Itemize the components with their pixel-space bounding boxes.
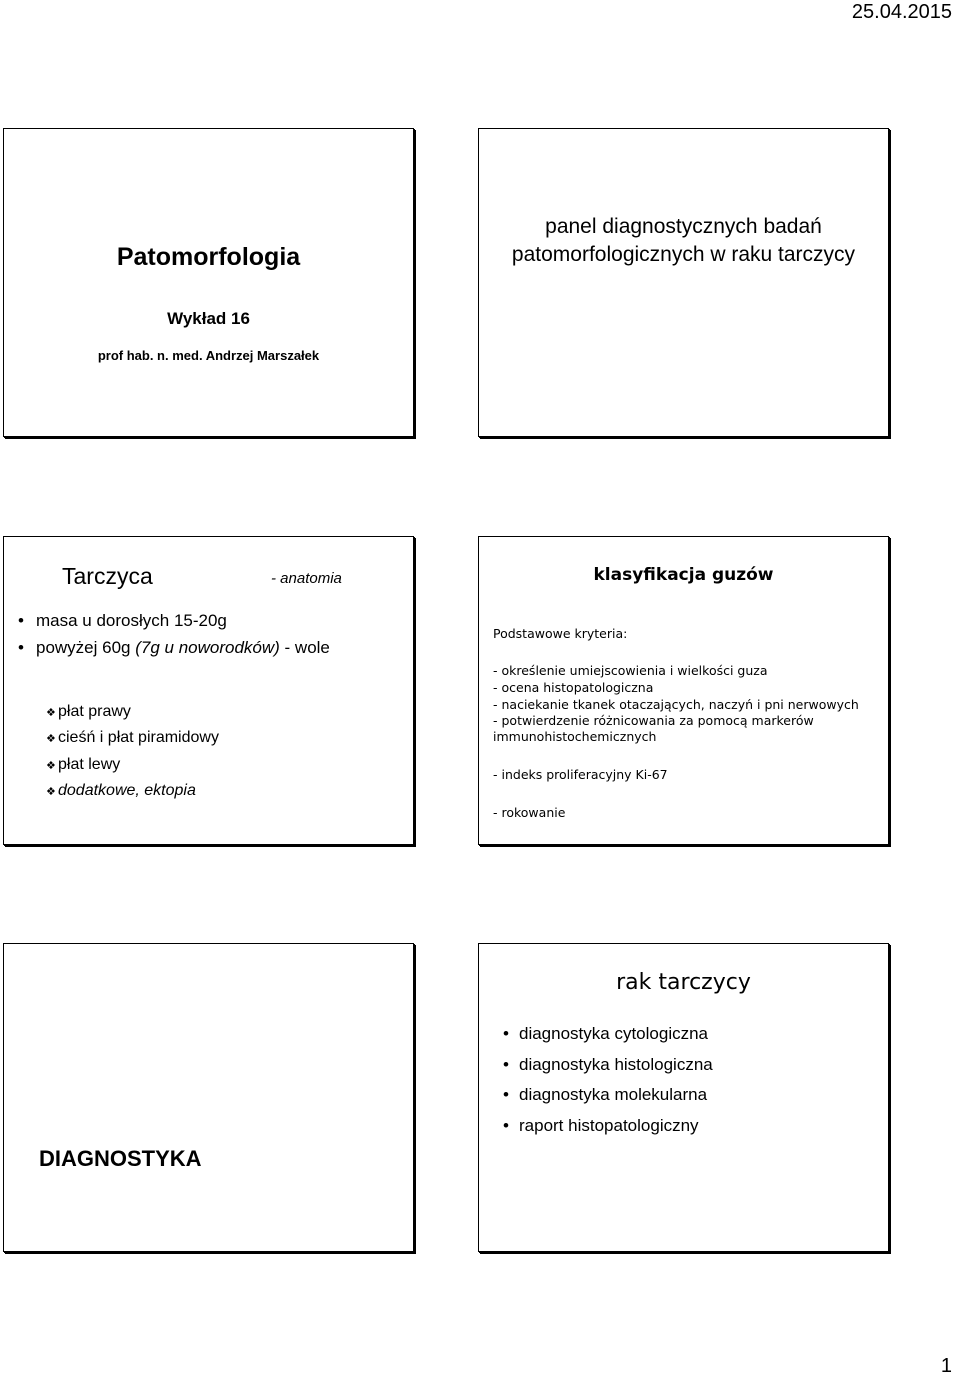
sub-item <box>46 782 196 800</box>
slide-classification-heading: klasyfikacja guzów <box>593 565 774 585</box>
slide-classification <box>478 536 889 845</box>
slide-panel-heading: panel diagnostycznych badań patomorfologicznych w raku tarczycy <box>511 215 856 266</box>
sub-item-text: płat lewy <box>58 756 121 773</box>
lecture-number: Wykład 16 <box>167 309 250 328</box>
bullet-text-italic: (7g u noworodków) <box>135 638 280 657</box>
bullet-icon: • <box>503 1055 509 1074</box>
slide-anatomy <box>3 536 414 845</box>
list-item-text: diagnostyka cytologiczna <box>519 1024 709 1043</box>
list-item <box>503 1024 708 1044</box>
bullet-text: masa u dorosłych 15-20g <box>36 611 227 630</box>
author-name: prof hab. n. med. Andrzej Marszałek <box>97 348 320 363</box>
diamond-bullet-icon: ❖ <box>46 707 56 719</box>
criteria-intro: Podstawowe kryteria: <box>493 626 628 641</box>
list-item-text: raport histopatologiczny <box>519 1116 699 1135</box>
criteria-line: - potwierdzenie różnicowania za pomocą markerów <box>493 713 814 728</box>
bullet-icon: • <box>503 1085 509 1104</box>
criteria-line: immunohistochemicznych <box>493 729 657 744</box>
diamond-bullet-icon: ❖ <box>46 760 56 772</box>
sub-item <box>46 756 120 774</box>
sub-item <box>46 703 131 721</box>
bullet-icon: • <box>503 1024 509 1043</box>
list-item <box>503 1116 699 1136</box>
sub-item-text: dodatkowe, ektopia <box>58 782 196 799</box>
list-item-text: diagnostyka molekularna <box>519 1085 708 1104</box>
bullet-text-part: - wole <box>279 638 330 657</box>
criteria-line: - naciekanie tkanek otaczających, naczyń i pni nerwowych <box>493 697 859 712</box>
bullet-icon: • <box>18 638 24 657</box>
slide-diagnostics-heading: DIAGNOSTYKA <box>39 1146 202 1171</box>
slide-diagnostics <box>3 943 414 1252</box>
list-item-text: diagnostyka histologiczna <box>519 1055 713 1074</box>
slide-panel <box>478 128 889 437</box>
list-item <box>503 1085 707 1105</box>
criteria-line: - rokowanie <box>493 805 566 820</box>
bullet-icon: • <box>503 1116 509 1135</box>
bullet-item <box>18 638 330 658</box>
list-item <box>503 1055 713 1075</box>
slide-cancer <box>478 943 889 1252</box>
diamond-bullet-icon: ❖ <box>46 733 56 745</box>
slide-cancer-heading: rak tarczycy <box>616 970 751 995</box>
sub-item-text: cieśń i płat piramidowy <box>58 729 219 746</box>
criteria-line: - określenie umiejscowienia i wielkości guza <box>493 663 768 678</box>
sub-item-text: płat prawy <box>58 703 131 720</box>
sub-item <box>46 729 219 747</box>
slide-anatomy-heading: Tarczyca <box>62 563 153 589</box>
page-date: 25.04.2015 <box>851 1 952 23</box>
criteria-line: - ocena histopatologiczna <box>493 680 654 695</box>
bullet-item <box>18 611 227 631</box>
slide-title-heading: Patomorfologia <box>116 243 301 271</box>
bullet-icon: • <box>18 611 24 630</box>
diamond-bullet-icon: ❖ <box>46 786 56 798</box>
slide-title <box>3 128 414 437</box>
page-number: 1 <box>940 1355 952 1377</box>
criteria-line: - indeks proliferacyjny Ki-67 <box>493 767 668 782</box>
bullet-text-part: powyżej 60g <box>36 638 136 657</box>
slide-anatomy-subheading: - anatomia <box>271 570 342 587</box>
